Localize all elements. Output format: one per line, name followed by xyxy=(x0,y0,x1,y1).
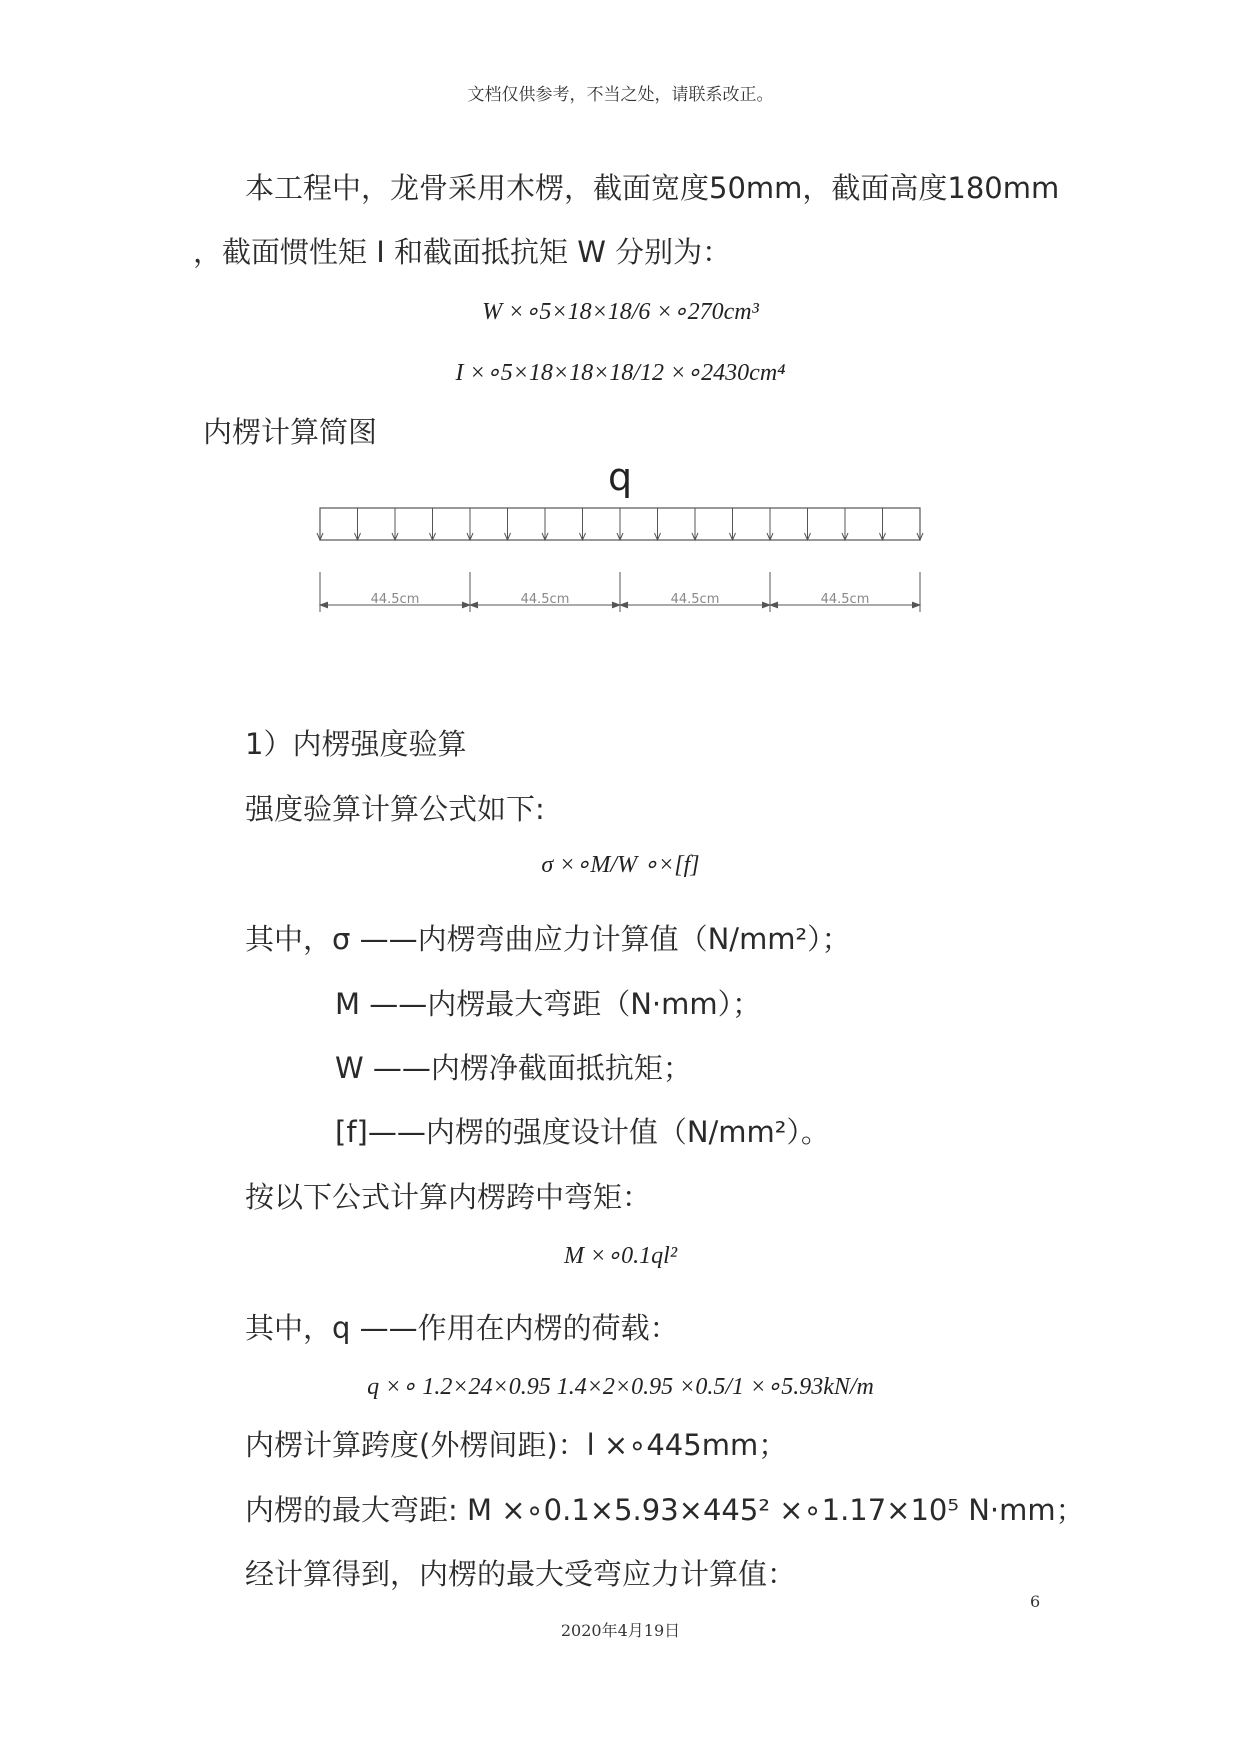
section-heading-strength-check: 1）内楞强度验算 xyxy=(245,727,467,761)
moment-formula-intro: 按以下公式计算内楞跨中弯矩： xyxy=(245,1180,652,1214)
equation-load-q: q ×∘ 1.2×24×0.95 1.4×2×0.95 ×0.5/1 ×∘5.93kN/m xyxy=(367,1374,874,1400)
dimension-arrow xyxy=(612,602,620,608)
beam-load-diagram xyxy=(0,0,1241,640)
equation-section-modulus: W ×∘5×18×18/6 ×∘270cm³ xyxy=(482,299,759,325)
result-intro-text: 经计算得到，内楞的最大受弯应力计算值： xyxy=(245,1557,797,1591)
dimension-arrow xyxy=(462,602,470,608)
span-label-3: 44.5cm xyxy=(670,592,720,607)
dimension-arrow xyxy=(762,602,770,608)
paragraph-section-intro-line1: 本工程中，龙骨采用木楞，截面宽度50mm，截面高度180mm xyxy=(245,171,1060,205)
definition-f: [f]——内楞的强度设计值（N/mm²）。 xyxy=(335,1115,830,1149)
dimension-arrow xyxy=(912,602,920,608)
page-number: 6 xyxy=(1030,1592,1041,1611)
formula-intro-text: 强度验算计算公式如下: xyxy=(245,792,545,826)
distributed-load-arrows xyxy=(317,508,923,540)
dimension-arrow xyxy=(620,602,628,608)
definition-sigma: 其中，σ ——内楞弯曲应力计算值（N/mm²）； xyxy=(245,922,851,956)
max-moment-text: 内楞的最大弯距: M ×∘0.1×5.93×445² ×∘1.17×10⁵ N·mm； xyxy=(245,1493,1085,1527)
definition-w: W ——内楞净截面抵抗矩； xyxy=(335,1051,692,1085)
equation-moment-of-inertia: I ×∘5×18×18×18/12 ×∘2430cm⁴ xyxy=(455,360,786,386)
load-q-label: q xyxy=(607,455,633,499)
diagram-title: 内楞计算简图 xyxy=(203,415,378,449)
page-header-note: 文档仅供参考，不当之处，请联系改正。 xyxy=(467,85,774,105)
equation-bending-stress: σ ×∘M/W ∘×[f] xyxy=(541,852,700,878)
definition-q: 其中，q ——作用在内楞的荷载： xyxy=(245,1311,679,1345)
definition-m: M ——内楞最大弯距（N·mm）； xyxy=(335,987,762,1021)
footer-date: 2020年4月19日 xyxy=(560,1621,681,1640)
paragraph-section-intro-line2: ，截面惯性矩 I 和截面抵抗矩 W 分别为： xyxy=(193,235,732,269)
dimension-arrow xyxy=(320,602,328,608)
span-label-1: 44.5cm xyxy=(370,592,420,607)
dimension-arrow xyxy=(770,602,778,608)
span-label-2: 44.5cm xyxy=(520,592,570,607)
dimension-arrow xyxy=(470,602,478,608)
equation-midspan-moment: M ×∘0.1ql² xyxy=(563,1243,678,1269)
span-length-text: 内楞计算跨度(外楞间距)：l ×∘445mm； xyxy=(245,1428,788,1462)
span-label-4: 44.5cm xyxy=(820,592,870,607)
